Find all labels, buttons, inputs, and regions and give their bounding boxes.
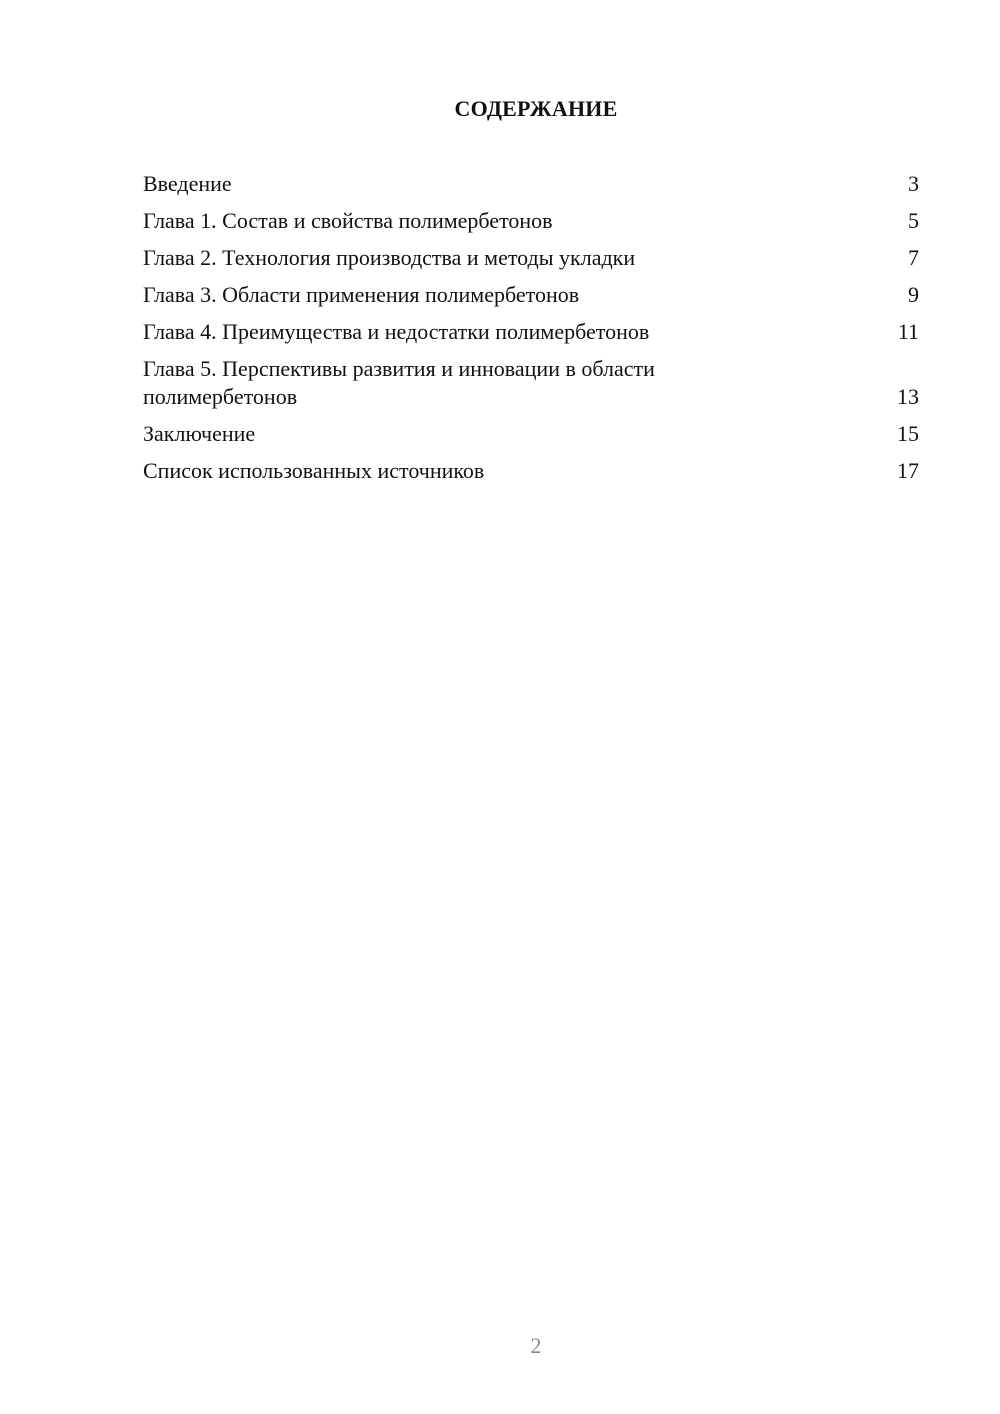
toc-entry-page: 13: [897, 384, 919, 409]
toc-entry-page: 15: [897, 421, 919, 446]
toc-entry-page: 3: [908, 171, 919, 196]
toc-entry-page: 7: [908, 245, 919, 270]
toc-entry-label: Список использованных источников: [143, 458, 485, 483]
toc-entry-page: 17: [897, 458, 919, 483]
toc-entry-label: Введение: [143, 171, 232, 196]
toc-entry-introduction[interactable]: [143, 170, 919, 198]
toc-entry-page: 11: [897, 319, 919, 344]
toc-entry-chapter-4[interactable]: [143, 318, 919, 346]
toc-entry-chapter-3[interactable]: [143, 281, 919, 309]
page-number: 2: [530, 1333, 542, 1358]
toc-entry-references[interactable]: [143, 457, 919, 485]
toc-entry-label: Глава 1. Состав и свойства полимербетонов: [143, 208, 553, 233]
toc-title: СОДЕРЖАНИЕ: [454, 96, 618, 121]
toc-entry-label: Глава 4. Преимущества и недостатки полимербетонов: [143, 319, 650, 344]
toc-entry-page: 9: [908, 282, 919, 307]
toc-entry-label: Глава 2. Технология производства и методы укладки: [143, 245, 636, 270]
toc-entry-page: 5: [908, 208, 919, 233]
toc-entry-label: Глава 3. Области применения полимербетонов: [143, 282, 580, 307]
toc-entry-chapter-1[interactable]: [143, 207, 919, 235]
toc-entry-conclusion[interactable]: [143, 420, 919, 448]
toc-entry-label: Заключение: [143, 421, 256, 446]
toc-entry-chapter-2[interactable]: [143, 244, 919, 272]
table-of-contents: [143, 170, 919, 494]
toc-entry-label: Глава 5. Перспективы развития и инновации в области полимербетонов: [143, 356, 655, 409]
toc-entry-chapter-5[interactable]: [143, 355, 919, 411]
